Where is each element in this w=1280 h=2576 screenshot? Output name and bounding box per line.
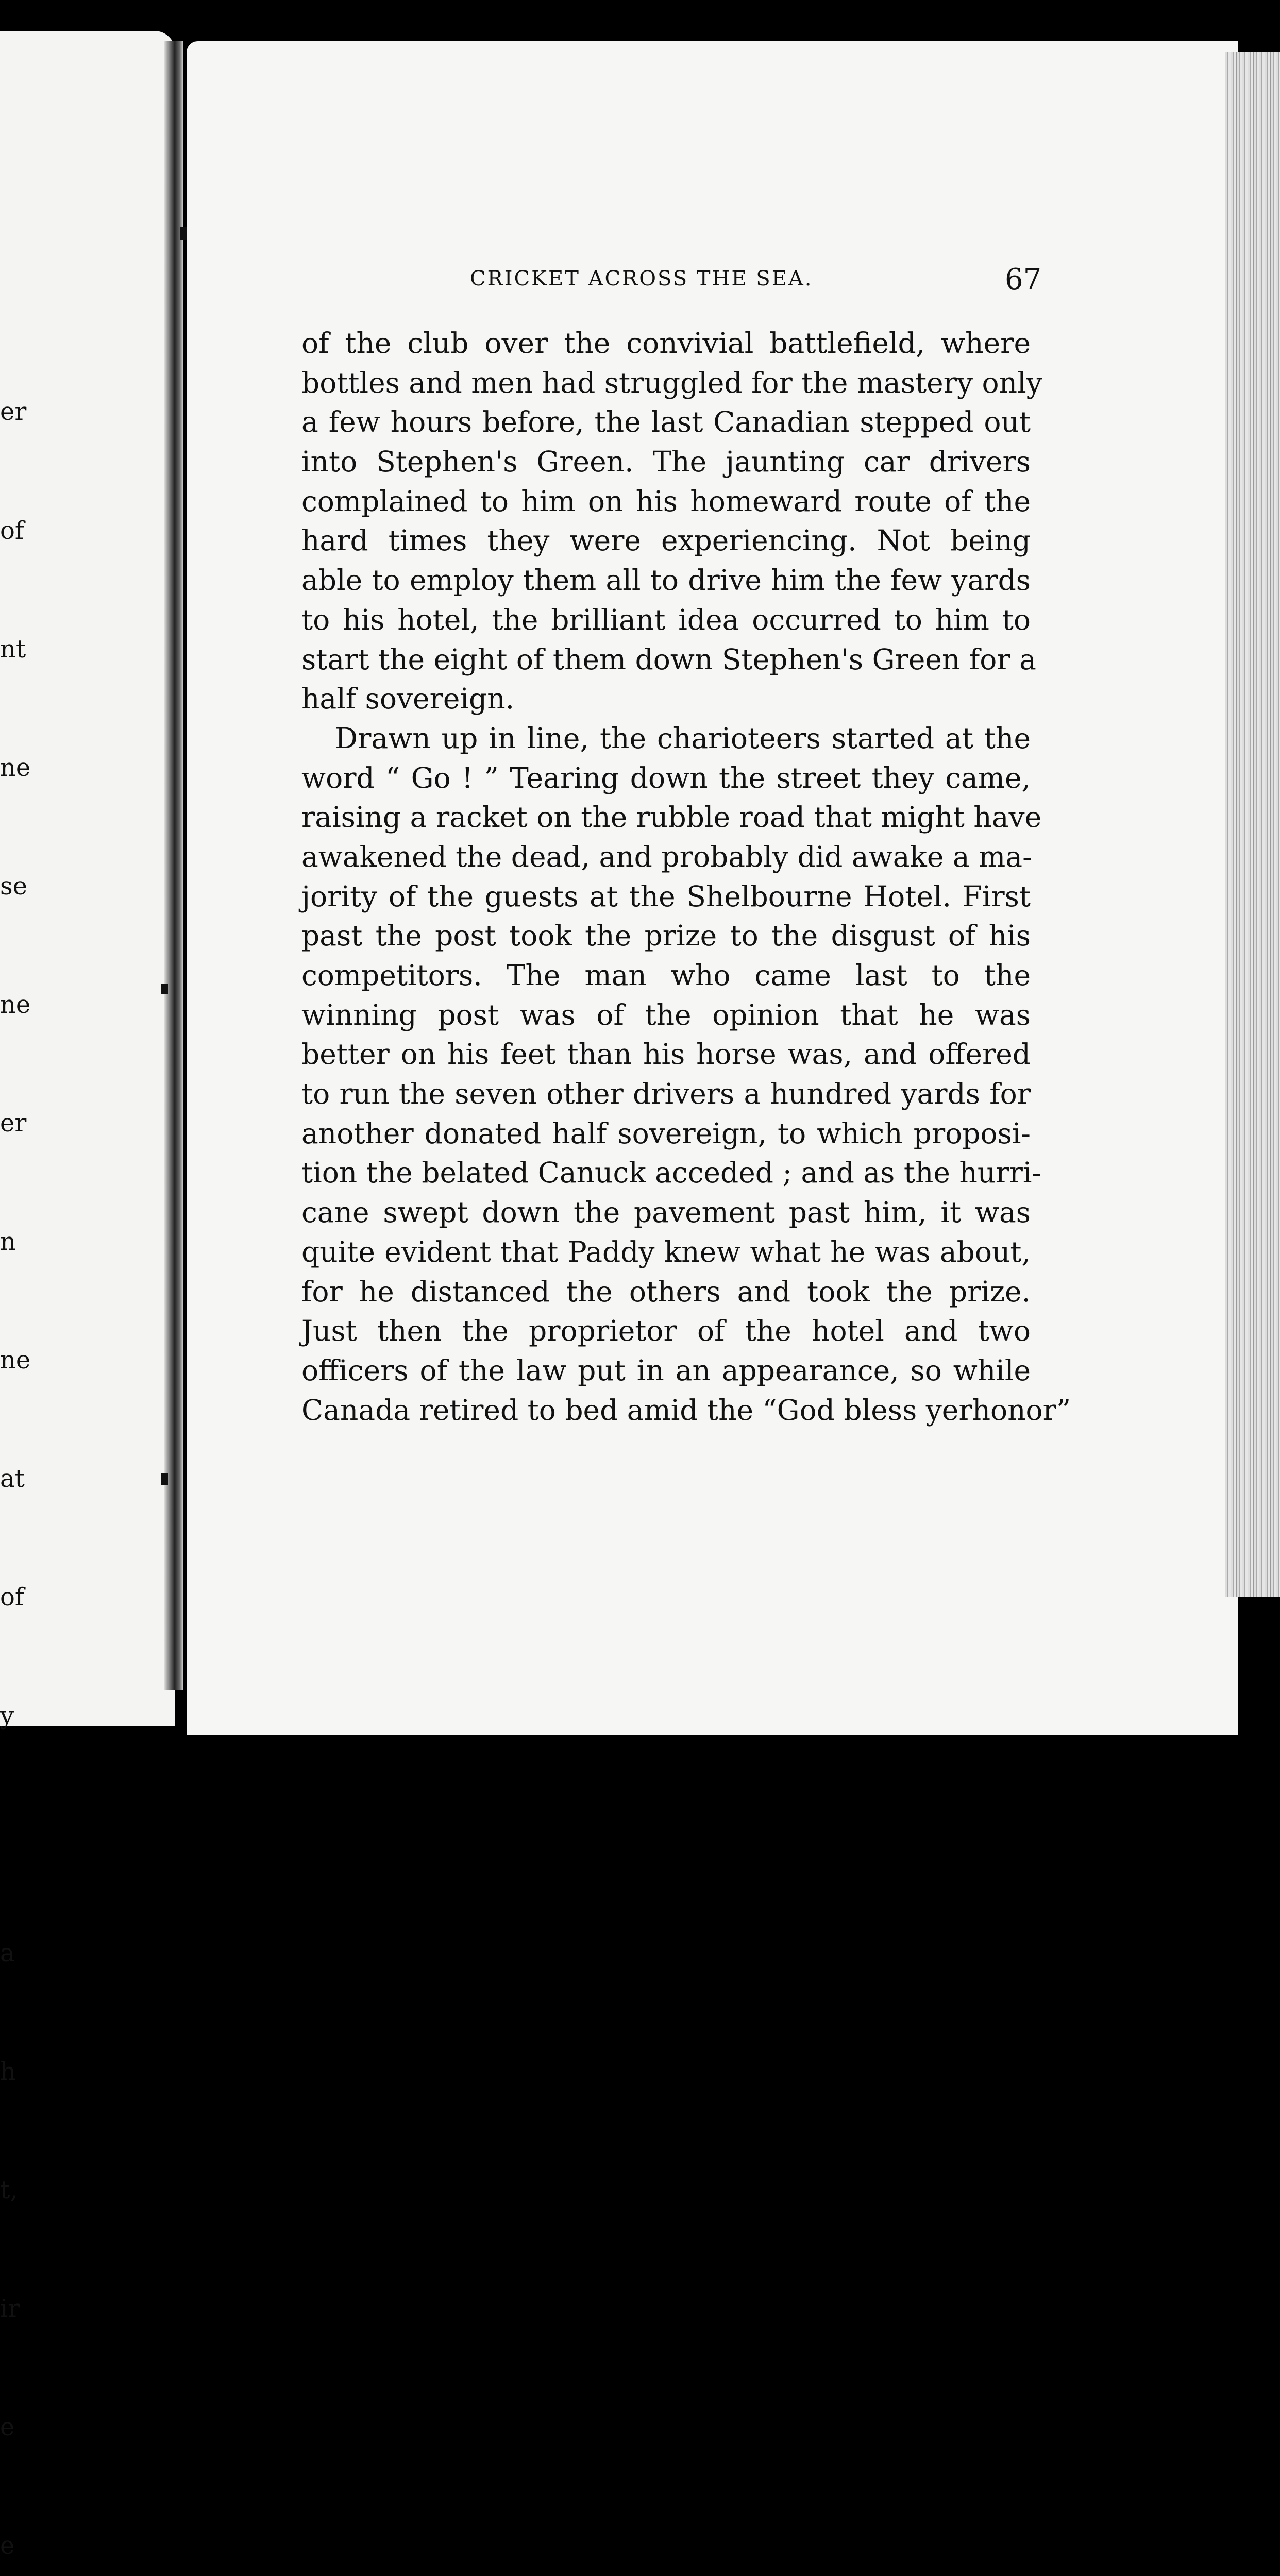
text-line: hard times they were experiencing. Not being [301, 524, 1031, 557]
text-line: able to employ them all to drive him the few yards [301, 564, 1031, 597]
text-line: quite evident that Paddy knew what he was about, [301, 1235, 1031, 1268]
text-line: awakened the dead, and probably did awake a ma- [301, 840, 1032, 873]
left-fragment-line: h [0, 2057, 16, 2086]
text-line: word “ Go ! ” Tearing down the street they came, [301, 761, 1031, 794]
text-line: better on his feet than his horse was, and offered [301, 1038, 1031, 1071]
text-line: winning post was of the opinion that he was [301, 998, 1031, 1031]
left-fragment-line: at [0, 1464, 25, 1494]
text-line: Just then the proprietor of the hotel and two [301, 1314, 1031, 1348]
left-page-text [0, 313, 31, 2576]
page-edges [1225, 52, 1280, 1597]
left-fragment-line: ir [0, 2294, 20, 2323]
book-gutter [164, 41, 183, 1690]
left-fragment-line: ne [0, 1346, 31, 1375]
text-line: cane swept down the pavement past him, it was [301, 1196, 1031, 1229]
gutter-mark [161, 1473, 168, 1485]
left-fragment-line [0, 1815, 31, 1855]
text-line: Canada retired to bed amid the “God bless yerhonor” [301, 1393, 1071, 1427]
text-line: half sovereign. [301, 682, 515, 716]
text-line: start the eight of them down Stephen's Green for a [301, 642, 1036, 676]
left-fragment-line: ne [0, 990, 31, 1019]
left-fragment-line: er [0, 1108, 27, 1138]
page-number: 67 [1005, 263, 1042, 296]
text-line: into Stephen's Green. The jaunting car drivers [301, 445, 1031, 479]
left-fragment-line: ne [0, 753, 31, 782]
text-line: bottles and men had struggled for the mastery only [301, 366, 1042, 399]
text-line: of the club over the convivial battlefield, where [301, 327, 1031, 360]
text-line: another donated half sovereign, to which proposi- [301, 1116, 1031, 1150]
text-line: a few hours before, the last Canadian stepped out [301, 405, 1031, 439]
left-fragment-line: er [0, 397, 27, 427]
text-line: officers of the law put in an appearance, so while [301, 1353, 1031, 1387]
text-line: jority of the guests at the Shelbourne Hotel. First [301, 879, 1031, 913]
body-text [301, 324, 1071, 1430]
left-fragment-line: se [0, 871, 28, 901]
text-line: Drawn up in line, the charioteers started at the [335, 721, 1031, 755]
text-line: raising a racket on the rubble road that might have [301, 801, 1042, 834]
left-fragment-line: of [0, 1583, 24, 1612]
gutter-mark [161, 984, 168, 994]
left-fragment-line: e [0, 2531, 15, 2561]
text-line: to run the seven other drivers a hundred yards for [301, 1077, 1031, 1111]
left-fragment-line: y [0, 1701, 14, 1731]
text-line: to his hotel, the brilliant idea occurred to him to [301, 603, 1031, 636]
left-fragment-line: of [0, 516, 24, 545]
text-line: past the post took the prize to the disgust of his [301, 919, 1031, 953]
left-fragment-line: n [0, 1227, 16, 1257]
left-fragment-line: a [0, 1938, 15, 1968]
left-fragment-line: nt [0, 634, 26, 664]
text-line: competitors. The man who came last to the [301, 959, 1031, 992]
text-line: for he distanced the others and took the prize. [301, 1275, 1031, 1308]
text-line: tion the belated Canuck acceded ; and as the hurri- [301, 1156, 1042, 1190]
running-head: CRICKET ACROSS THE SEA. [470, 267, 813, 291]
left-fragment-line: t, [0, 2175, 18, 2205]
text-line: complained to him on his homeward route of the [301, 484, 1031, 518]
left-fragment-line: e [0, 2413, 15, 2442]
